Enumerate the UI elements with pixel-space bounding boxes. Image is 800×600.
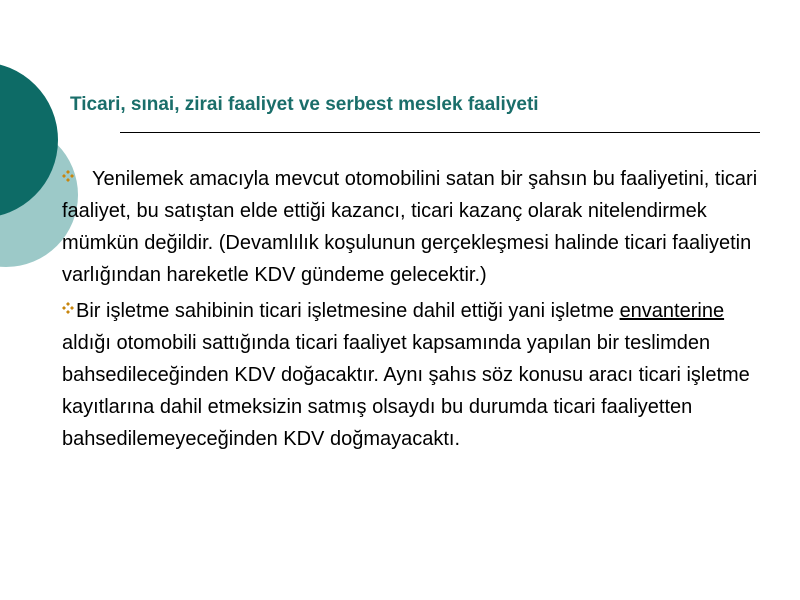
bullet-paragraph-2 [62, 295, 774, 455]
slide-body [62, 163, 774, 459]
diamond-cluster-icon [62, 170, 74, 182]
underlined-term: envanterine [619, 300, 725, 322]
paragraph-text: Yenilemek amacıyla mevcut otomobilini satan bir şahsın bu faaliyetini, ticari faaliyet, bu satıştan elde ettiği kazancı, ticari kazanç olarak nitelendirmek mümkün değildir. (Devamlılık koşulunun gerçekleşmesi halinde ticari faaliyetin varlığından hareketle KDV gündeme gelecektir.) [62, 168, 758, 286]
paragraph-text-start: Bir işletme sahibinin ticari işletmesine dahil ettiği yani işletme [76, 300, 620, 322]
title-underline [120, 132, 760, 133]
paragraph-text-end: aldığı otomobili sattığında ticari faaliyet kapsamında yapılan bir teslimden bahsedileceğinden KDV doğacaktır. Aynı şahıs söz konusu aracı ticari işletme kayıtlarına dahil etmeksizin satmış olsaydı bu durumda ticari faaliyetten bahsedilemeyeceğinden KDV doğmayacaktı. [62, 332, 750, 450]
slide-title: Ticari, sınai, zirai faaliyet ve serbest meslek faaliyeti [70, 94, 539, 115]
bullet-paragraph-1 [62, 163, 774, 291]
diamond-cluster-icon [62, 302, 74, 314]
